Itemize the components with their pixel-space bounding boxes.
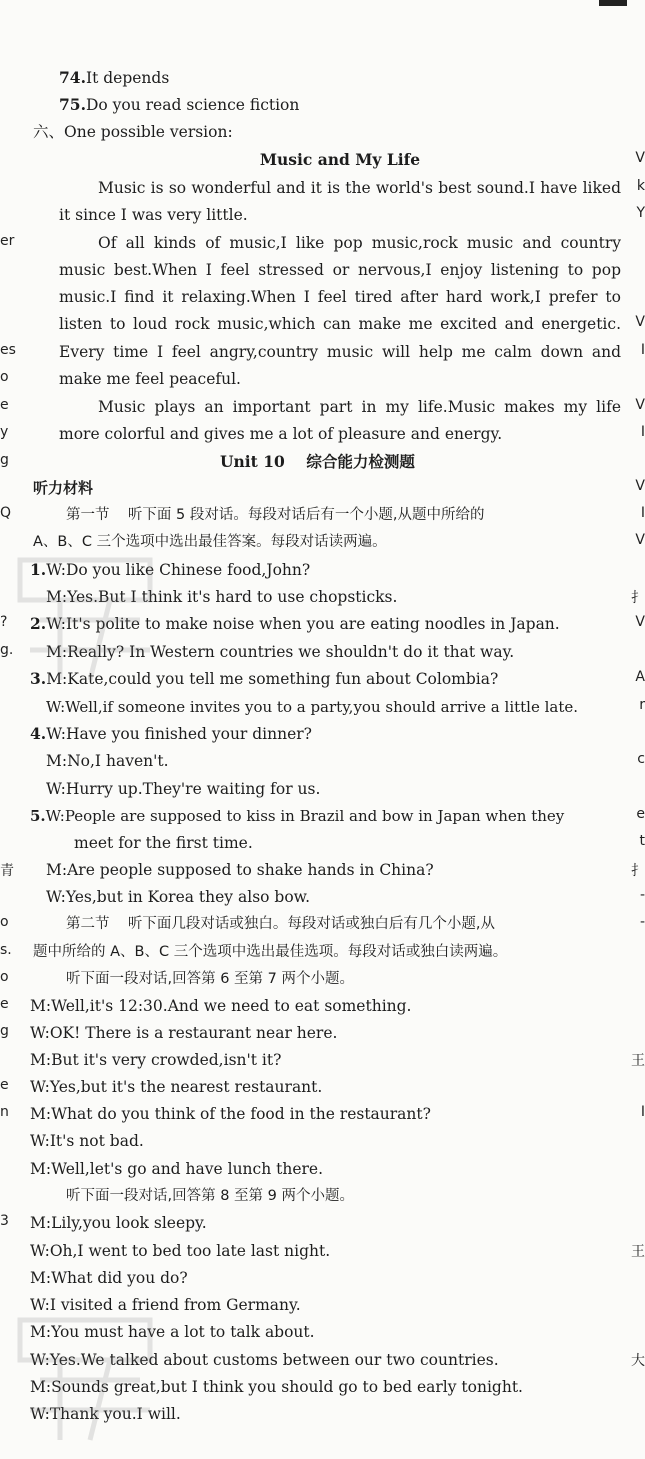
part1-intro: 第一节 听下面 5 段对话。每段对话后有一个小题,从题中所给的 <box>66 507 485 523</box>
utterance: OK! There is a restaurant near here. <box>49 1024 338 1042</box>
speaker: M: <box>30 997 52 1015</box>
margin-fragment: 3 <box>0 1213 9 1229</box>
watermark-stamp <box>0 1300 160 1450</box>
utterance: Yes.But I think it's hard to use chopsticks. <box>67 588 398 606</box>
margin-fragment: y <box>0 424 9 440</box>
speaker: W: <box>30 1132 50 1150</box>
margin-fragment: s. <box>0 942 12 958</box>
utterance: I visited a friend from Germany. <box>49 1296 301 1314</box>
margin-fragment: - <box>639 914 645 930</box>
speaker: W: <box>30 1024 50 1042</box>
essay-title: Music and My Life <box>259 150 421 169</box>
utterance: Kate,could you tell me something fun about Colombia? <box>67 670 499 688</box>
speaker: W: <box>46 725 66 743</box>
dialogue-line <box>46 860 434 880</box>
speaker: W: <box>46 780 66 798</box>
section-six-label: 六、One possible version: <box>33 123 233 141</box>
margin-fragment: e <box>0 397 9 413</box>
utterance: Well,if someone invites you to a party,you should arrive a little late. <box>65 698 579 716</box>
essay-line: listen to loud rock music,which can make me excited and energetic. <box>59 315 621 333</box>
dialogue-number: 4. <box>30 724 47 743</box>
utterance: People are supposed to kiss in Brazil and bow in Japan when they <box>64 807 565 825</box>
watermark-stamp <box>0 540 160 690</box>
utterance: meet for the first time. <box>74 834 253 852</box>
margin-fragment: e <box>0 996 9 1012</box>
essay-line: music.I find it relaxing.When I feel tired after hard work,I prefer to <box>59 288 621 306</box>
margin-fragment: o <box>0 914 9 930</box>
dialogue-line <box>46 751 169 771</box>
conversation-line <box>30 1268 188 1288</box>
utterance: Really? In Western countries we shouldn't do it that way. <box>67 643 515 661</box>
utterance: Yes.We talked about customs between our two countries. <box>49 1351 499 1369</box>
margin-fragment: V <box>635 314 645 330</box>
utterance: But it's very crowded,isn't it? <box>51 1051 282 1069</box>
conversation-line <box>30 1104 431 1124</box>
margin-fragment: er <box>0 233 15 249</box>
dialogue-number: 5. <box>30 807 46 825</box>
essay-line: Music plays an important part in my life.Music makes my life <box>98 398 621 416</box>
utterance: What do you think of the food in the restaurant? <box>51 1105 431 1123</box>
unit-title: Unit 10 综合能力检测题 <box>220 452 415 471</box>
margin-fragment: I <box>640 505 645 521</box>
essay-line: more colorful and gives me a lot of pleasure and energy. <box>59 425 503 443</box>
listening-label: 听力材料 <box>33 479 94 497</box>
margin-fragment: I <box>640 342 645 358</box>
top-edge-mark <box>599 0 627 6</box>
margin-fragment: e <box>636 806 645 822</box>
speaker: M: <box>30 1214 52 1232</box>
margin-fragment: V <box>635 532 645 548</box>
utterance: It's polite to make noise when you are eating noodles in Japan. <box>66 615 560 633</box>
margin-fragment: es <box>0 342 16 358</box>
margin-fragment: o <box>0 969 9 985</box>
margin-fragment: g. <box>0 642 14 658</box>
margin-fragment: c <box>637 751 645 767</box>
margin-fragment: ? <box>0 614 8 630</box>
margin-fragment: Q <box>0 505 12 521</box>
speaker: M: <box>46 752 68 770</box>
margin-fragment: 扌 <box>631 863 645 879</box>
margin-fragment: 大 <box>631 1353 645 1369</box>
conversation-line <box>30 1023 337 1043</box>
utterance: You must have a lot to talk about. <box>51 1323 315 1341</box>
utterance: Sounds great,but I think you should go to bed early tonight. <box>51 1378 523 1396</box>
utterance: Lily,you look sleepy. <box>51 1214 207 1232</box>
speaker: W: <box>30 1405 50 1423</box>
answer-text: It depends <box>85 69 170 87</box>
essay-line: it since I was very little. <box>59 206 248 224</box>
margin-fragment: V <box>635 614 645 630</box>
margin-fragment: V <box>635 397 645 413</box>
utterance: Are people supposed to shake hands in China? <box>67 861 434 879</box>
margin-fragment: - <box>639 887 645 903</box>
margin-fragment: e <box>0 1077 9 1093</box>
margin-fragment: 王 <box>631 1244 645 1260</box>
dialogue-line <box>46 887 310 907</box>
dialogue-number: 2. <box>30 614 47 633</box>
speaker: W: <box>46 615 66 633</box>
utterance: Oh,I went to bed too late last night. <box>49 1242 331 1260</box>
utterance: Well,it's 12:30.And we need to eat something. <box>51 997 412 1015</box>
margin-fragment: V <box>635 478 645 494</box>
dialogue-number: 3. <box>30 669 47 688</box>
margin-fragment: g <box>0 1023 9 1039</box>
answer-number: 74. <box>59 68 86 87</box>
margin-fragment: I <box>640 1104 645 1120</box>
conversation-intro: 听下面一段对话,回答第 8 至第 9 两个小题。 <box>66 1188 354 1204</box>
answer-number: 75. <box>59 95 86 114</box>
utterance: Do you like Chinese food,John? <box>66 561 311 579</box>
utterance: Yes,but in Korea they also bow. <box>65 888 311 906</box>
answer-text: Do you read science fiction <box>85 96 300 114</box>
dialogue-line <box>46 697 578 717</box>
margin-fragment: I <box>640 424 645 440</box>
speaker: M: <box>30 1051 52 1069</box>
margin-fragment: A <box>635 669 645 685</box>
speaker: W: <box>45 807 65 825</box>
utterance: It's not bad. <box>49 1132 144 1150</box>
part1-intro: A、B、C 三个选项中选出最佳答案。每段对话读两遍。 <box>33 534 387 550</box>
answer-75 <box>59 95 299 115</box>
utterance: Have you finished your dinner? <box>66 725 312 743</box>
utterance: Thank you.I will. <box>49 1405 181 1423</box>
essay-line: music best.When I feel stressed or nervous,I enjoy listening to pop <box>59 261 621 279</box>
utterance: What did you do? <box>51 1269 188 1287</box>
speaker: M: <box>30 1378 52 1396</box>
margin-fragment: Y <box>636 205 645 221</box>
speaker: M: <box>46 588 68 606</box>
margin-fragment: V <box>635 150 645 166</box>
conversation-line <box>30 996 411 1016</box>
speaker: W: <box>46 561 66 579</box>
speaker: M: <box>30 1160 52 1178</box>
dialogue-line <box>46 779 320 799</box>
speaker: W: <box>30 1351 50 1369</box>
margin-fragment: n <box>0 1104 9 1120</box>
utterance: No,I haven't. <box>67 752 169 770</box>
speaker: M: <box>30 1323 52 1341</box>
margin-fragment: 青 <box>0 863 14 879</box>
dialogue-line <box>30 806 564 826</box>
conversation-line <box>30 1213 207 1233</box>
margin-fragment: g <box>0 452 9 468</box>
utterance: Well,let's go and have lunch there. <box>51 1160 324 1178</box>
conversation-intro: 听下面一段对话,回答第 6 至第 7 两个小题。 <box>66 971 354 987</box>
speaker: W: <box>30 1242 50 1260</box>
conversation-line <box>30 1159 323 1179</box>
speaker: W: <box>46 698 66 716</box>
speaker: M: <box>46 670 68 688</box>
speaker: M: <box>30 1105 52 1123</box>
speaker: W: <box>30 1078 50 1096</box>
answer-74 <box>59 68 169 88</box>
part2-intro: 题中所给的 A、B、C 三个选项中选出最佳选项。每段对话或独白读两遍。 <box>33 944 508 960</box>
essay-line: Of all kinds of music,I like pop music,rock music and country <box>98 234 621 252</box>
essay-line: Every time I feel angry,country music will help me calm down and <box>59 343 621 361</box>
speaker: W: <box>46 888 66 906</box>
essay-line: Music is so wonderful and it is the world's best sound.I have liked <box>98 179 621 197</box>
margin-fragment: o <box>0 369 9 385</box>
essay-line: make me feel peaceful. <box>59 370 241 388</box>
margin-fragment: k <box>636 178 645 194</box>
speaker: W: <box>30 1296 50 1314</box>
speaker: M: <box>30 1269 52 1287</box>
part2-intro: 第二节 听下面几段对话或独白。每段对话或独白后有几个小题,从 <box>66 916 496 932</box>
conversation-line <box>30 1241 330 1261</box>
margin-fragment: t <box>639 833 645 849</box>
dialogue-line <box>74 833 253 853</box>
speaker: M: <box>46 861 68 879</box>
utterance: Hurry up.They're waiting for us. <box>65 780 321 798</box>
conversation-line <box>30 1050 281 1070</box>
dialogue-number: 1. <box>30 560 47 579</box>
utterance: Yes,but it's the nearest restaurant. <box>49 1078 323 1096</box>
conversation-line <box>30 1077 322 1097</box>
conversation-line <box>30 1131 144 1151</box>
speaker: M: <box>46 643 68 661</box>
margin-fragment: r <box>639 697 645 713</box>
margin-fragment: 扌 <box>631 590 645 606</box>
dialogue-line <box>30 724 312 744</box>
margin-fragment: 王 <box>631 1053 645 1069</box>
